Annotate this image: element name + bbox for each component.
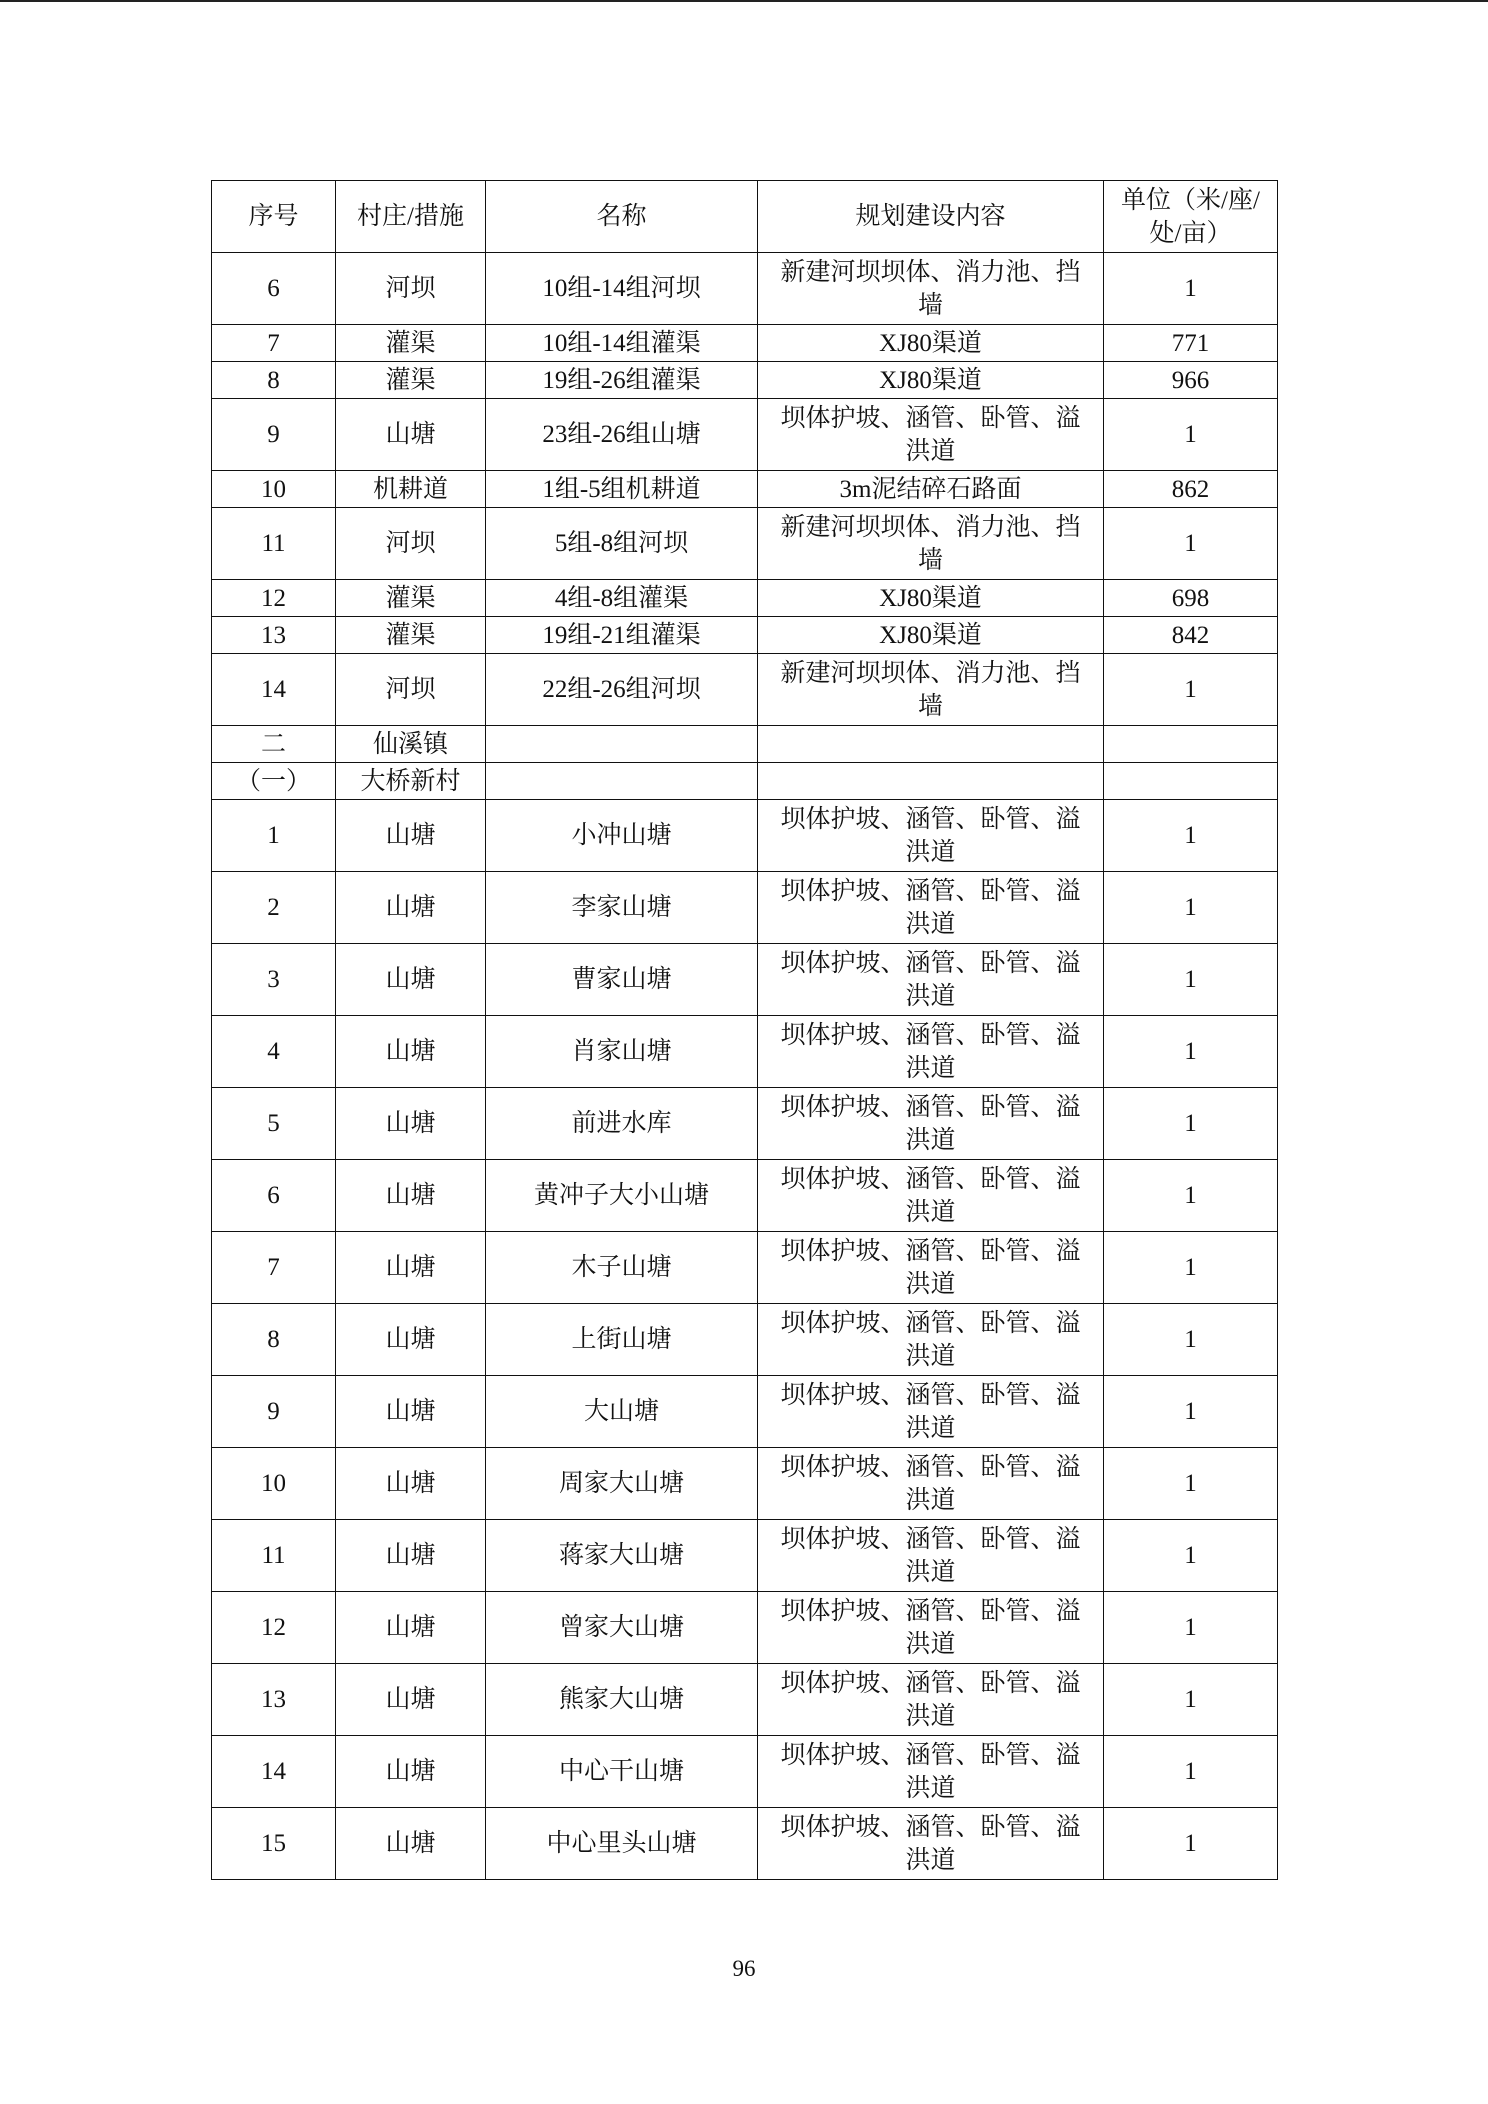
cell-construction-content: 坝体护坡、涵管、卧管、溢洪道 bbox=[758, 1808, 1104, 1880]
table-row bbox=[212, 654, 1278, 726]
cell-unit: 698 bbox=[1104, 580, 1278, 617]
cell-unit bbox=[1104, 763, 1278, 800]
cell-village-measure: 山塘 bbox=[336, 1520, 486, 1592]
cell-village-measure: 河坝 bbox=[336, 654, 486, 726]
cell-serial-number: 13 bbox=[212, 1664, 336, 1736]
cell-name: 木子山塘 bbox=[486, 1232, 758, 1304]
cell-construction-content: 坝体护坡、涵管、卧管、溢洪道 bbox=[758, 1160, 1104, 1232]
cell-name: 19组-26组灌渠 bbox=[486, 362, 758, 399]
planning-table bbox=[211, 180, 1278, 1880]
cell-unit: 1 bbox=[1104, 872, 1278, 944]
cell-construction-content bbox=[758, 726, 1104, 763]
cell-name: 上街山塘 bbox=[486, 1304, 758, 1376]
cell-name: 大山塘 bbox=[486, 1376, 758, 1448]
cell-serial-number: 11 bbox=[212, 508, 336, 580]
cell-village-measure: 灌渠 bbox=[336, 580, 486, 617]
cell-name: 肖家山塘 bbox=[486, 1016, 758, 1088]
cell-construction-content: 坝体护坡、涵管、卧管、溢洪道 bbox=[758, 1520, 1104, 1592]
cell-construction-content: 坝体护坡、涵管、卧管、溢洪道 bbox=[758, 1088, 1104, 1160]
cell-unit: 1 bbox=[1104, 1520, 1278, 1592]
cell-construction-content: 新建河坝坝体、消力池、挡墙 bbox=[758, 253, 1104, 325]
table-row bbox=[212, 1232, 1278, 1304]
cell-name: 周家大山塘 bbox=[486, 1448, 758, 1520]
cell-unit: 771 bbox=[1104, 325, 1278, 362]
cell-serial-number: 7 bbox=[212, 325, 336, 362]
cell-unit: 1 bbox=[1104, 253, 1278, 325]
cell-village-measure: 大桥新村 bbox=[336, 763, 486, 800]
cell-unit: 1 bbox=[1104, 654, 1278, 726]
cell-name bbox=[486, 726, 758, 763]
cell-serial-number: 4 bbox=[212, 1016, 336, 1088]
cell-construction-content: 坝体护坡、涵管、卧管、溢洪道 bbox=[758, 800, 1104, 872]
cell-name: 5组-8组河坝 bbox=[486, 508, 758, 580]
table-row bbox=[212, 944, 1278, 1016]
cell-construction-content: XJ80渠道 bbox=[758, 617, 1104, 654]
cell-serial-number: 8 bbox=[212, 1304, 336, 1376]
cell-serial-number: 13 bbox=[212, 617, 336, 654]
cell-village-measure: 灌渠 bbox=[336, 617, 486, 654]
cell-construction-content: 坝体护坡、涵管、卧管、溢洪道 bbox=[758, 1448, 1104, 1520]
table-row bbox=[212, 471, 1278, 508]
cell-serial-number: 14 bbox=[212, 1736, 336, 1808]
cell-unit: 1 bbox=[1104, 1232, 1278, 1304]
table-row bbox=[212, 399, 1278, 471]
cell-village-measure: 山塘 bbox=[336, 1664, 486, 1736]
cell-unit: 1 bbox=[1104, 1304, 1278, 1376]
cell-construction-content: XJ80渠道 bbox=[758, 580, 1104, 617]
cell-serial-number: 5 bbox=[212, 1088, 336, 1160]
cell-serial-number: 2 bbox=[212, 872, 336, 944]
cell-serial-number: 1 bbox=[212, 800, 336, 872]
table-row bbox=[212, 253, 1278, 325]
cell-village-measure: 仙溪镇 bbox=[336, 726, 486, 763]
cell-name: 10组-14组河坝 bbox=[486, 253, 758, 325]
cell-unit: 1 bbox=[1104, 1736, 1278, 1808]
cell-name: 曾家大山塘 bbox=[486, 1592, 758, 1664]
cell-name: 前进水库 bbox=[486, 1088, 758, 1160]
table-row bbox=[212, 800, 1278, 872]
cell-construction-content: 坝体护坡、涵管、卧管、溢洪道 bbox=[758, 1376, 1104, 1448]
cell-village-measure: 山塘 bbox=[336, 1304, 486, 1376]
table-row bbox=[212, 1736, 1278, 1808]
cell-unit: 1 bbox=[1104, 1592, 1278, 1664]
cell-construction-content: 新建河坝坝体、消力池、挡墙 bbox=[758, 508, 1104, 580]
cell-serial-number: 12 bbox=[212, 1592, 336, 1664]
cell-construction-content: 坝体护坡、涵管、卧管、溢洪道 bbox=[758, 1232, 1104, 1304]
table-row bbox=[212, 1160, 1278, 1232]
cell-name: 23组-26组山塘 bbox=[486, 399, 758, 471]
table-row bbox=[212, 1016, 1278, 1088]
cell-unit: 1 bbox=[1104, 1664, 1278, 1736]
cell-unit: 842 bbox=[1104, 617, 1278, 654]
cell-unit: 1 bbox=[1104, 1448, 1278, 1520]
cell-unit: 1 bbox=[1104, 1376, 1278, 1448]
cell-serial-number: 6 bbox=[212, 1160, 336, 1232]
cell-village-measure: 山塘 bbox=[336, 944, 486, 1016]
cell-unit: 966 bbox=[1104, 362, 1278, 399]
cell-unit: 1 bbox=[1104, 800, 1278, 872]
cell-name: 4组-8组灌渠 bbox=[486, 580, 758, 617]
cell-unit: 1 bbox=[1104, 1160, 1278, 1232]
cell-unit: 1 bbox=[1104, 1016, 1278, 1088]
cell-village-measure: 灌渠 bbox=[336, 325, 486, 362]
table-row bbox=[212, 1304, 1278, 1376]
cell-serial-number: 15 bbox=[212, 1808, 336, 1880]
cell-village-measure: 河坝 bbox=[336, 253, 486, 325]
cell-unit: 1 bbox=[1104, 1808, 1278, 1880]
cell-serial-number: 12 bbox=[212, 580, 336, 617]
table-row bbox=[212, 872, 1278, 944]
cell-construction-content: 新建河坝坝体、消力池、挡墙 bbox=[758, 654, 1104, 726]
cell-unit bbox=[1104, 726, 1278, 763]
cell-name: 10组-14组灌渠 bbox=[486, 325, 758, 362]
cell-name: 李家山塘 bbox=[486, 872, 758, 944]
cell-serial-number: 10 bbox=[212, 471, 336, 508]
cell-construction-content: 坝体护坡、涵管、卧管、溢洪道 bbox=[758, 1664, 1104, 1736]
cell-construction-content: 坝体护坡、涵管、卧管、溢洪道 bbox=[758, 944, 1104, 1016]
cell-village-measure: 山塘 bbox=[336, 1808, 486, 1880]
page-top-border bbox=[0, 0, 1488, 2]
table-row bbox=[212, 325, 1278, 362]
cell-construction-content bbox=[758, 763, 1104, 800]
cell-village-measure: 山塘 bbox=[336, 1448, 486, 1520]
header-unit: 单位（米/座/处/亩） bbox=[1104, 181, 1278, 253]
table-row bbox=[212, 1592, 1278, 1664]
cell-serial-number: 9 bbox=[212, 1376, 336, 1448]
cell-serial-number: 3 bbox=[212, 944, 336, 1016]
cell-construction-content: 3m泥结碎石路面 bbox=[758, 471, 1104, 508]
cell-village-measure: 山塘 bbox=[336, 1736, 486, 1808]
cell-unit: 862 bbox=[1104, 471, 1278, 508]
cell-village-measure: 河坝 bbox=[336, 508, 486, 580]
header-construction-content: 规划建设内容 bbox=[758, 181, 1104, 253]
cell-name: 熊家大山塘 bbox=[486, 1664, 758, 1736]
table-row bbox=[212, 1448, 1278, 1520]
cell-serial-number: 14 bbox=[212, 654, 336, 726]
cell-serial-number: 7 bbox=[212, 1232, 336, 1304]
cell-name: 中心里头山塘 bbox=[486, 1808, 758, 1880]
cell-name: 19组-21组灌渠 bbox=[486, 617, 758, 654]
cell-unit: 1 bbox=[1104, 399, 1278, 471]
table-row bbox=[212, 362, 1278, 399]
table-row bbox=[212, 508, 1278, 580]
cell-name: 小冲山塘 bbox=[486, 800, 758, 872]
cell-construction-content: XJ80渠道 bbox=[758, 325, 1104, 362]
cell-name: 黄冲子大小山塘 bbox=[486, 1160, 758, 1232]
cell-name: 蒋家大山塘 bbox=[486, 1520, 758, 1592]
cell-construction-content: 坝体护坡、涵管、卧管、溢洪道 bbox=[758, 872, 1104, 944]
cell-unit: 1 bbox=[1104, 508, 1278, 580]
table-row bbox=[212, 1808, 1278, 1880]
cell-construction-content: 坝体护坡、涵管、卧管、溢洪道 bbox=[758, 1592, 1104, 1664]
cell-construction-content: XJ80渠道 bbox=[758, 362, 1104, 399]
cell-serial-number: 二 bbox=[212, 726, 336, 763]
cell-village-measure: 山塘 bbox=[336, 1088, 486, 1160]
cell-village-measure: 山塘 bbox=[336, 800, 486, 872]
cell-unit: 1 bbox=[1104, 1088, 1278, 1160]
table-row bbox=[212, 1088, 1278, 1160]
cell-village-measure: 山塘 bbox=[336, 1160, 486, 1232]
cell-construction-content: 坝体护坡、涵管、卧管、溢洪道 bbox=[758, 1736, 1104, 1808]
header-village-measure: 村庄/措施 bbox=[336, 181, 486, 253]
cell-construction-content: 坝体护坡、涵管、卧管、溢洪道 bbox=[758, 1304, 1104, 1376]
table-row bbox=[212, 1520, 1278, 1592]
cell-serial-number: 10 bbox=[212, 1448, 336, 1520]
cell-village-measure: 山塘 bbox=[336, 872, 486, 944]
table-row bbox=[212, 726, 1278, 763]
header-serial-number: 序号 bbox=[212, 181, 336, 253]
table-row bbox=[212, 763, 1278, 800]
cell-serial-number: （一） bbox=[212, 763, 336, 800]
cell-village-measure: 山塘 bbox=[336, 399, 486, 471]
table-row bbox=[212, 580, 1278, 617]
cell-name: 曹家山塘 bbox=[486, 944, 758, 1016]
cell-village-measure: 灌渠 bbox=[336, 362, 486, 399]
cell-village-measure: 山塘 bbox=[336, 1232, 486, 1304]
table-header-row bbox=[212, 181, 1278, 253]
cell-name: 中心干山塘 bbox=[486, 1736, 758, 1808]
cell-serial-number: 11 bbox=[212, 1520, 336, 1592]
page-number: 96 bbox=[732, 1956, 756, 1981]
cell-construction-content: 坝体护坡、涵管、卧管、溢洪道 bbox=[758, 1016, 1104, 1088]
cell-name: 1组-5组机耕道 bbox=[486, 471, 758, 508]
cell-unit: 1 bbox=[1104, 944, 1278, 1016]
cell-village-measure: 山塘 bbox=[336, 1016, 486, 1088]
cell-serial-number: 6 bbox=[212, 253, 336, 325]
table-row bbox=[212, 617, 1278, 654]
cell-serial-number: 8 bbox=[212, 362, 336, 399]
cell-village-measure: 机耕道 bbox=[336, 471, 486, 508]
cell-name bbox=[486, 763, 758, 800]
cell-village-measure: 山塘 bbox=[336, 1592, 486, 1664]
table-row bbox=[212, 1376, 1278, 1448]
cell-village-measure: 山塘 bbox=[336, 1376, 486, 1448]
table-row bbox=[212, 1664, 1278, 1736]
header-name: 名称 bbox=[486, 181, 758, 253]
cell-serial-number: 9 bbox=[212, 399, 336, 471]
cell-construction-content: 坝体护坡、涵管、卧管、溢洪道 bbox=[758, 399, 1104, 471]
table-body bbox=[212, 253, 1278, 1880]
cell-name: 22组-26组河坝 bbox=[486, 654, 758, 726]
